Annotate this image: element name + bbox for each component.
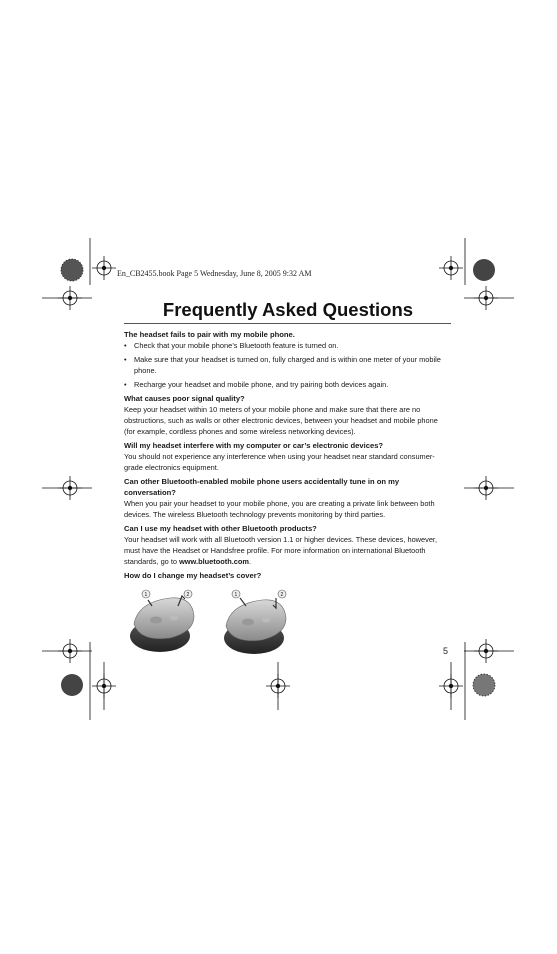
faq-question-compatibility: Can I use my headset with other Bluetooth products? (124, 524, 317, 533)
list-item: • Check that your mobile phone’s Bluetooth feature is turned on. (124, 340, 450, 351)
faq-answer-compatibility (124, 534, 450, 567)
list-item: • Recharge your headset and mobile phone, and try pairing both devices again. (124, 379, 450, 390)
faq-question-cover: How do I change my headset’s cover? (124, 571, 262, 580)
faq-answer-signal: Keep your headset within 10 meters of your mobile phone and make sure that there are no obstructions, such as walls or other electronic devices, between your headset and mobile phone (for example, cordless phones and some wireless networking devices). (124, 405, 438, 436)
faq-answer-interference: You should not experience any interference when using your headset near standard consumer-grade electronics equipment. (124, 452, 435, 472)
pairing-bullet-list (124, 340, 450, 390)
faq-question-privacy: Can other Bluetooth-enabled mobile phone users accidentally tune in on my conversation? (124, 477, 400, 497)
faq-question-pairing: The headset fails to pair with my mobile phone. (124, 330, 295, 339)
title-rule (124, 323, 451, 324)
faq-question-signal: What causes poor signal quality? (124, 394, 245, 403)
answer-text: Your headset will work with all Bluetooth version 1.1 or higher devices. These devices, however, must have the Headset or Handsfree profile. For more information on international Bluetooth standards, go to (124, 535, 438, 566)
step-label: 2 (280, 592, 284, 598)
headset-figure-left (130, 590, 194, 652)
bluetooth-website-link[interactable]: www.bluetooth.com (179, 557, 249, 566)
book-header-line: En_CB2455.book Page 5 Wednesday, June 8, 2005 9:32 AM (117, 269, 312, 278)
page-title: Frequently Asked Questions (162, 299, 414, 320)
list-item: • Make sure that your headset is turned on, fully charged and is within one meter of your mobile phone. (124, 354, 450, 376)
answer-end: . (249, 557, 252, 566)
step-label: 2 (186, 592, 190, 598)
step-label: 1 (144, 592, 148, 598)
faq-answer-privacy: When you pair your headset to your mobile phone, you are creating a private link between both devices. The wireless Bluetooth technology prevents monitoring by third parties. (124, 499, 435, 519)
cover-change-illustrations (130, 584, 390, 670)
faq-content (124, 327, 450, 581)
step-label: 1 (234, 592, 238, 598)
headset-figure-right (224, 590, 286, 654)
faq-question-interference: Will my headset interfere with my computer or car’s electronic devices? (124, 441, 384, 450)
page-number: 5 (443, 646, 449, 656)
